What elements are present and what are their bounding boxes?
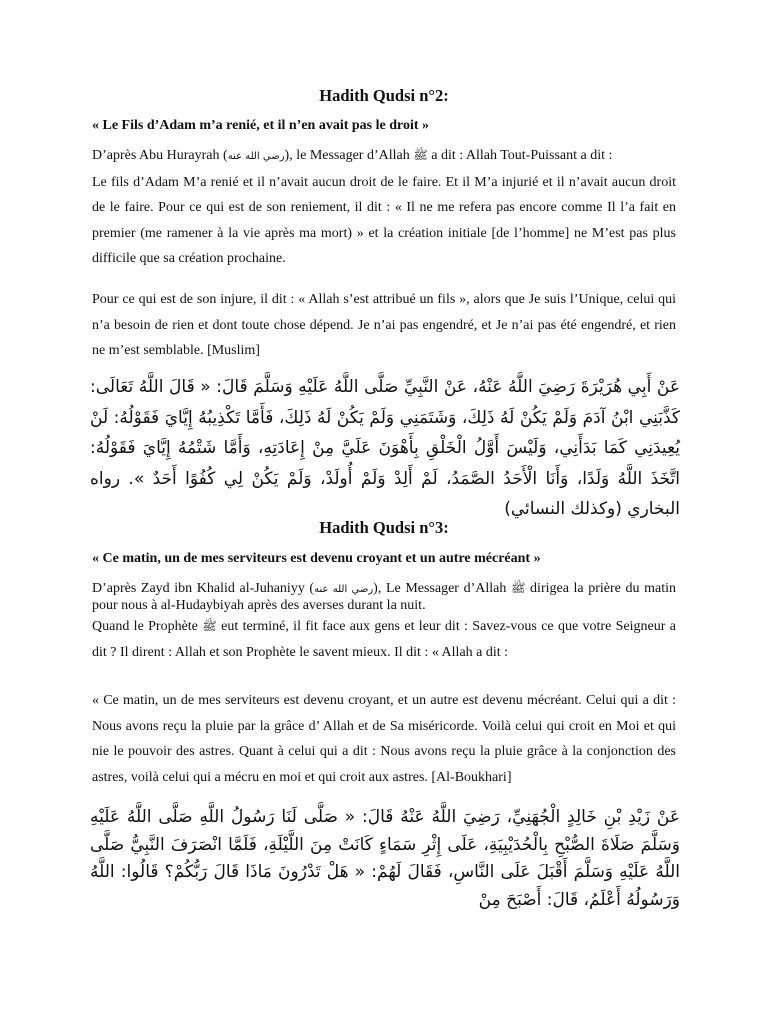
salawat-icon: ﷺ [202, 619, 217, 633]
hadith3-intro-arabic: رضي الله عنه [314, 584, 374, 595]
hadith3-intro-mid: ), Le Messager d’Allah [373, 581, 511, 596]
hadith2-intro-after: a dit : Allah Tout-Puissant a dit : [427, 148, 613, 163]
salawat-icon: ﷺ [413, 148, 428, 162]
hadith3-body1-before: Quand le Prophète [92, 619, 203, 634]
hadith3-intro-before: D’après Zayd ibn Khalid al-Juhaniyy ( [92, 581, 315, 596]
hadith3-body1 [92, 614, 676, 665]
hadith2-text [92, 143, 676, 272]
hadith2-subtitle: « Le Fils d’Adam m’a renié, et il n’en avait pas le droit » [92, 118, 430, 133]
hadith2-intro-before: D’après Abu Hurayrah ( [92, 148, 228, 163]
hadith2-intro-arabic: رضي الله عنه [227, 151, 285, 162]
hadith2-body1: Le fils d’Adam M’a renié et il n’avait aucun droit de le faire. Et il M’a injurié et il n’avait aucun droit de le faire. Pour ce qui est de son reniement, il dit : « Il ne me refera pas encore comme Il l’a fait en premier (me ramener à la vie après ma mort) » et la création initiale [de l’homme] ne M’est pas plus difficile que sa création prochaine. [92, 174, 676, 266]
hadith3-body1-after: eut terminé, il fit face aux gens et leur dit : Savez-vous ce que votre Seigneur a dit ? Il dirent : Allah et son Prophète le savent mieux. Il dit : « Allah a dit : [92, 619, 676, 660]
hadith3-body2: « Ce matin, un de mes serviteurs est devenu croyant, et un autre est devenu mécréant. Celui qui a dit : Nous avons reçu la pluie par la grâce d’ Allah et de Sa miséricorde. Voilà celui qui croit en Moi et qui nie le pouvoir des astres. Quant à celui qui a dit : Nous avons reçu la pluie grâce à la conjonction des astres, voilà celui qui a mécru en moi et qui croit aux astres. [Al-Boukhari] [92, 693, 676, 785]
hadith2-body2: Pour ce qui est de son injure, il dit : « Allah s’est attribué un fils », alors que Je suis l’Unique, celui qui n’a besoin de rien et dont toute chose dépend. Je n’ai pas engendré, et Je n’ai pas été engendré, et rien ne m’est semblable. [Muslim] [92, 292, 676, 358]
hadith3-arabic: عَنْ زَيْدِ بْنِ خَالِدٍ الْجُهَنِيِّ، رَضِيَ اللَّهُ عَنْهُ قَالَ: « صَلَّى لَنَا رَسُولُ اللَّهِ صَلَّى اللَّهُ عَلَيْهِ وَسَلَّمَ صَلَاةَ الصُّبْحِ بِالْحُدَيْبِيَةِ، عَلَى إِثْرِ سَمَاءٍ كَانَتْ مِنَ اللَّيْلَةِ، فَلَمَّا انْصَرَفَ النَّبِيُّ صَلَّى اللَّهُ عَلَيْهِ وَسَلَّمَ أَقْبَلَ عَلَى النَّاسِ، فَقَالَ لَهُمْ: « هَلْ تَدْرُونَ مَاذَا قَالَ رَبُّكُمْ؟ قَالُوا: اللَّهُ وَرَسُولُهُ أَعْلَمُ، قَالَ: أَصْبَحَ مِنْ [90, 807, 680, 910]
hadith3-subtitle: « Ce matin, un de mes serviteurs est devenu croyant et un autre mécréant » [92, 551, 541, 566]
hadith2-arabic: عَنْ أَبِي هُرَيْرَةَ رَضِيَ اللَّهُ عَنْهُ، عَنْ النَّبِيِّ صَلَّى اللَّهُ عَلَيْهِ وَسَلَّمَ قَالَ: « قَالَ اللَّهُ تَعَالَى: كَذَّبَنِي ابْنُ آدَمَ وَلَمْ يَكُنْ لَهُ ذَلِكَ، وَشَتَمَنِي وَلَمْ يَكُنْ لَهُ ذَلِكَ، فَأَمَّا تَكْذِيبُهُ إِيَّايَ فَقَوْلُهُ: لَنْ يُعِيدَنِي كَمَا بَدَأَنِي، وَلَيْسَ أَوَّلُ الْخَلْقِ بِأَهْوَنَ عَلَيَّ مِنْ إِعَادَتِهِ، وَأَمَّا شَتْمُهُ إِيَّايَ فَقَوْلُهُ: اتَّخَذَ اللَّهُ وَلَدًا، وَأَنَا الْأَحَدُ الصَّمَدُ، لَمْ أَلِدْ وَلَمْ أُولَدْ، وَلَمْ يَكُنْ لِي كُفُوًا أَحَدٌ ». رواه البخاري (وكذلك النسائي) [90, 377, 680, 519]
hadith2-title: Hadith Qudsi n°2: [319, 86, 449, 105]
hadith2-intro-mid: ), le Messager d’Allah [284, 148, 414, 163]
salawat-icon: ﷺ [510, 581, 526, 595]
hadith3-intro-after: dirigea la prière du matin pour nous à al-Hudaybiyah après des averses durant la nuit. [92, 581, 676, 613]
hadith3-title: Hadith Qudsi n°3: [319, 518, 449, 537]
hadith3-intro [92, 580, 676, 614]
